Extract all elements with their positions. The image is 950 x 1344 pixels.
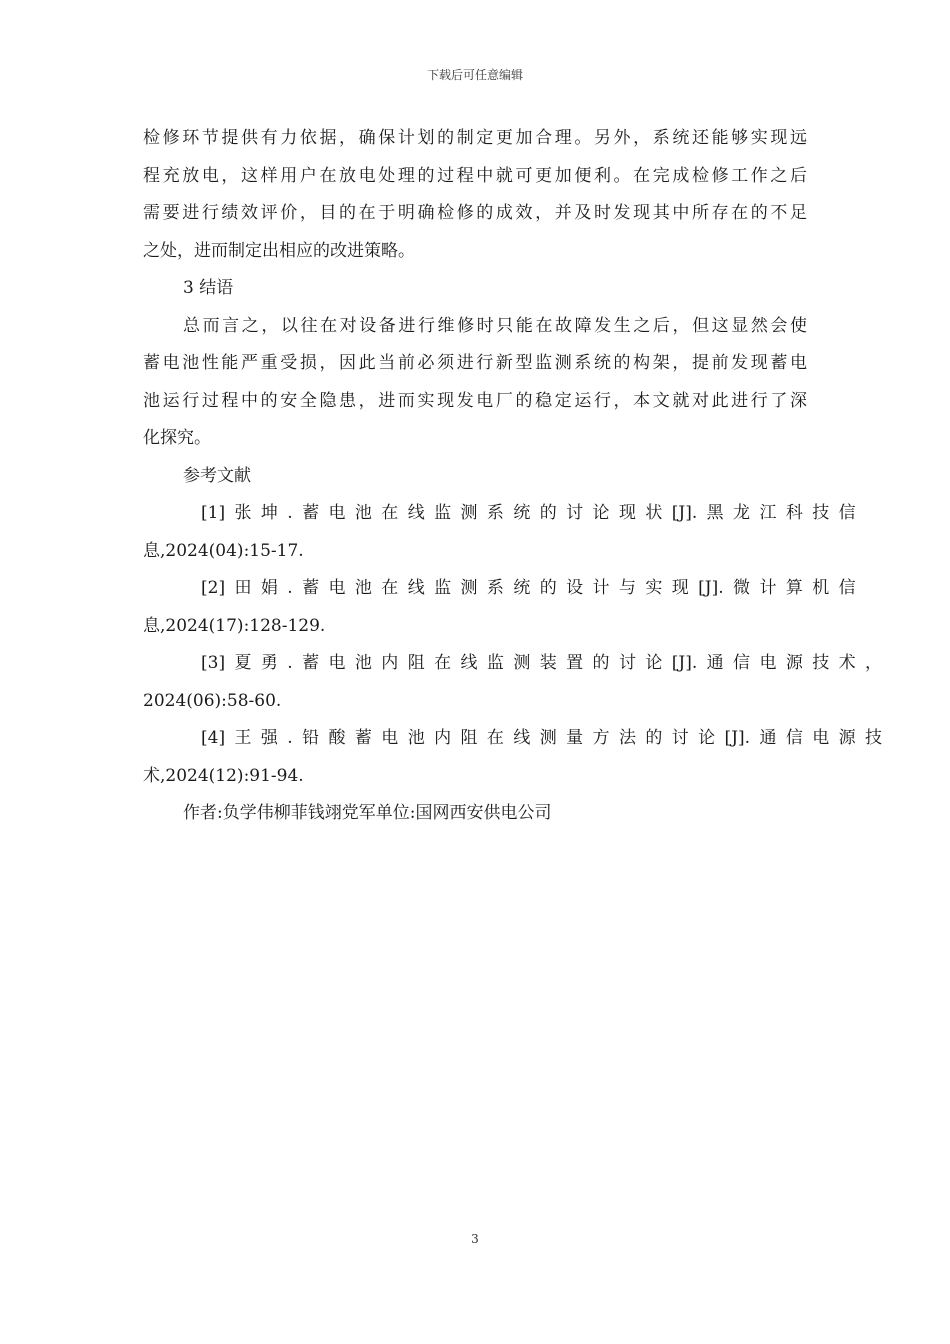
reference-line: 术,2024(12):91-94.: [143, 765, 304, 786]
reference-line: [4] 王 强 . 铅 酸 蓄 电 池 内 阻 在 线 测 量 方 法 的 讨 论 [J]. 通 信 电 源 技: [201, 728, 883, 748]
body-line: 程充放电，这样用户在放电处理的过程中就可更加便利。在完成检修工作之后: [143, 165, 807, 186]
reference-item: [143, 645, 883, 720]
page-number: 3: [471, 1232, 479, 1246]
conclusion-line: 蓄电池性能严重受损，因此当前必须进行新型监测系统的构架，提前发现蓄电: [143, 353, 807, 373]
body-line: 检修环节提供有力依据，确保计划的制定更加合理。另外，系统还能够实现远: [143, 128, 807, 148]
reference-item: [143, 720, 883, 795]
author-line: 作者:负学伟柳菲钱翊党军单位:国网西安供电公司: [183, 803, 552, 823]
reference-item: [143, 570, 856, 645]
conclusion-line: 化探究。: [143, 428, 211, 448]
reference-line: [1] 张 坤 . 蓄 电 池 在 线 监 测 系 统 的 讨 论 现 状 [J]. 黑 龙 江 科 技 信: [201, 503, 856, 523]
body-line: 需要进行绩效评价，目的在于明确检修的成效，并及时发现其中所存在的不足: [143, 203, 807, 223]
body-line: 之处，进而制定出相应的改进策略。: [143, 240, 415, 261]
reference-line: 2024(06):58-60.: [143, 690, 282, 711]
reference-line: 息,2024(17):128-129.: [143, 615, 326, 636]
conclusion-line: 总而言之，以往在对设备进行维修时只能在故障发生之后，但这显然会使: [183, 315, 807, 336]
reference-line: 息,2024(04):15-17.: [143, 540, 304, 561]
references-heading: 参考文献: [183, 465, 251, 486]
document-body: [143, 120, 883, 833]
page-header: 下载后可任意编辑: [426, 68, 523, 82]
section-heading: 3 结语: [183, 278, 234, 298]
reference-item: [143, 495, 856, 570]
conclusion-line: 池运行过程中的安全隐患，进而实现发电厂的稳定运行，本文就对此进行了深: [143, 390, 807, 411]
reference-line: [2] 田 娟 . 蓄 电 池 在 线 监 测 系 统 的 设 计 与 实 现 [J]. 微 计 算 机 信: [201, 578, 856, 598]
reference-line: [3] 夏 勇 . 蓄 电 池 内 阻 在 线 监 测 装 置 的 讨 论 [J]. 通 信 电 源 技 术 ，: [201, 653, 883, 673]
